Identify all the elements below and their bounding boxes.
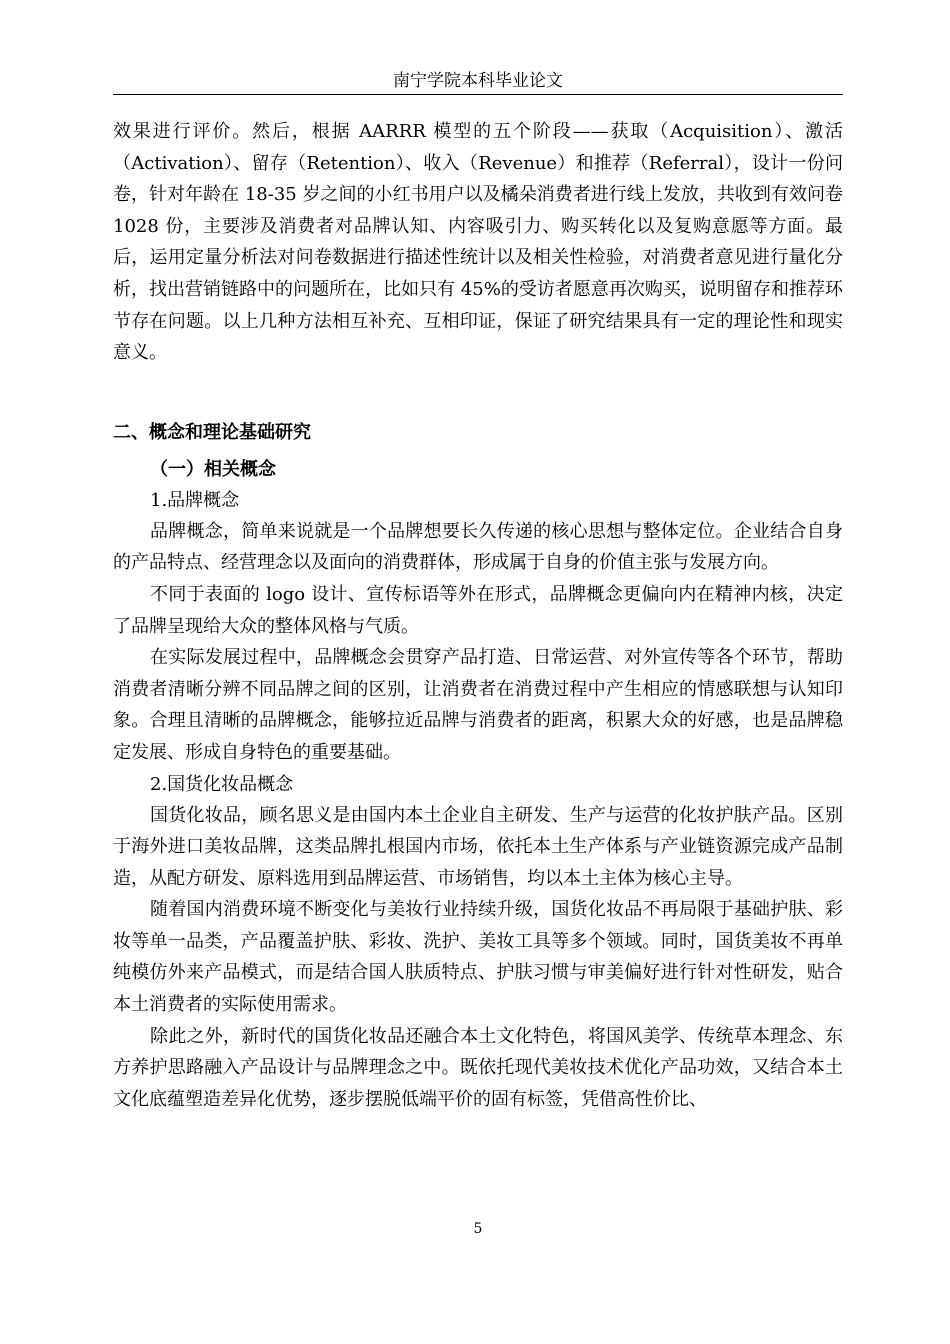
item-heading-brand-concept: 1.品牌概念 (150, 489, 240, 511)
section-heading: 二、概念和理论基础研究 (113, 421, 311, 443)
paragraph-methods-continued: 效果进行评价。然后，根据 AARRR 模型的五个阶段——获取（Acquisition）、激活（Activation）、留存（Retention）、收入（Revenue）和推荐（Referral），设计一份问卷，针对年龄在 18-35 岁之间的小红书用户以及橘朵消费者进行线上发放，共收到有效问卷 1028 份，主要涉及消费者对品牌认知、内容吸引力、购买转化以及复购意愿等方面。最后，运用定量分析法对问卷数据进行描述性统计以及相关性检验，对消费者意见进行量化分析，找出营销链路中的问题所在，比如只有 45%的受访者愿意再次购买，说明留存和推荐环节存在问题。以上几种方法相互补充、互相印证，保证了研究结果具有一定的理论性和现实意义。 (113, 121, 843, 364)
running-header: 南宁学院本科毕业论文 (393, 71, 563, 91)
paragraph-brand-concept-2: 不同于表面的 logo 设计、宣传标语等外在形式，品牌概念更偏向内在精神内核，决定了品牌呈现给大众的整体风格与气质。 (113, 583, 843, 637)
page-number: 5 (473, 1221, 483, 1237)
header-rule (113, 94, 843, 95)
item-heading-domestic-cosmetics: 2.国货化妆品概念 (150, 773, 294, 795)
paragraph-brand-concept-3: 在实际发展过程中，品牌概念会贯穿产品打造、日常运营、对外宣传等各个环节，帮助消费者清晰分辨不同品牌之间的区别，让消费者在消费过程中产生相应的情感联想与认知印象。合理且清晰的品牌概念，能够拉近品牌与消费者的距离，积累大众的好感，也是品牌稳定发展、形成自身特色的重要基础。 (113, 647, 843, 763)
paragraph-brand-concept-1: 品牌概念，简单来说就是一个品牌想要长久传递的核心思想与整体定位。企业结合自身的产品特点、经营理念以及面向的消费群体，形成属于自身的价值主张与发展方向。 (113, 520, 843, 574)
body-text (113, 116, 843, 1115)
subsection-heading: （一）相关概念 (150, 458, 276, 480)
paragraph-domestic-cosmetics-1: 国货化妆品，顾名思义是由国内本土企业自主研发、生产与运营的化妆护肤产品。区别于海外进口美妆品牌，这类品牌扎根国内市场，依托本土生产体系与产业链资源完成产品制造，从配方研发、原料选用到品牌运营、市场销售，均以本土主体为核心主导。 (113, 804, 843, 889)
paragraph-domestic-cosmetics-2: 随着国内消费环境不断变化与美妆行业持续升级，国货化妆品不再局限于基础护肤、彩妆等单一品类，产品覆盖护肤、彩妆、洗护、美妆工具等多个领域。同时，国货美妆不再单纯模仿外来产品模式，而是结合国人肤质特点、护肤习惯与审美偏好进行针对性研发，贴合本土消费者的实际使用需求。 (113, 899, 843, 1016)
paragraph-domestic-cosmetics-3: 除此之外，新时代的国货化妆品还融合本土文化特色，将国风美学、传统草本理念、东方养护思路融入产品设计与品牌理念之中。既依托现代美妆技术优化产品功效，又结合本土文化底蕴塑造差异化优势，逐步摆脱低端平价的固有标签，凭借高性价比、 (113, 1025, 843, 1110)
